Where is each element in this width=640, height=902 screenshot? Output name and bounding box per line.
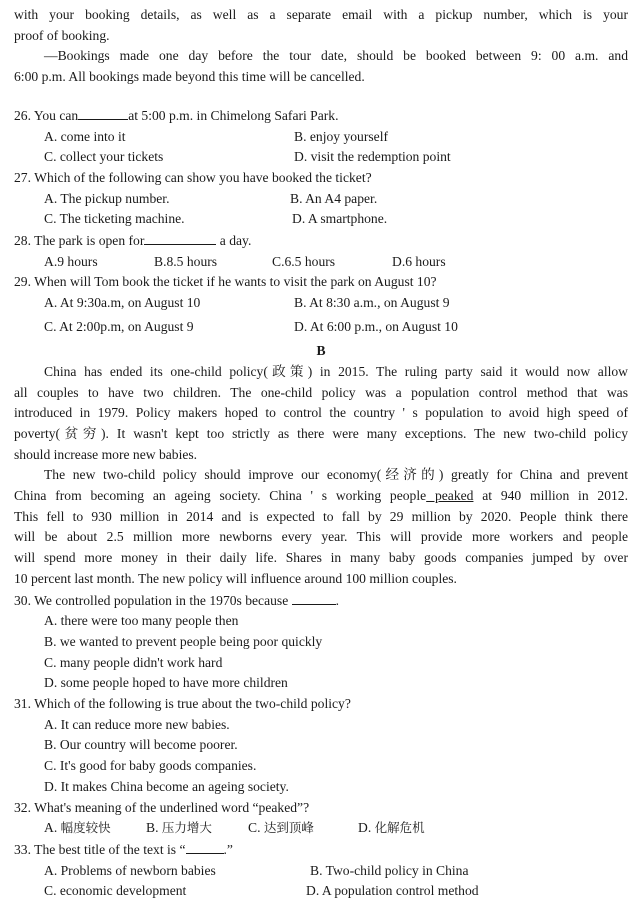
option-text: 达到顶峰 [263,820,314,836]
q28-stem-pre: 28. The park is open for [14,233,145,249]
question-26-options-row-1 [14,127,628,148]
passage-b-p2-line-6: 10 percent last month. The new policy will influence around 100 million couples. [14,570,457,586]
q26-stem-post: at 5:00 p.m. in Chimelong Safari Park. [128,107,339,123]
option-c: C. At 2:00p.m, on August 9 [44,319,194,335]
option-c: C. It's good for baby goods companies. [44,758,257,774]
q26-stem-pre: 26. You can [14,107,79,123]
underlined-word-peaked: peaked [426,488,474,504]
question-26-stem [14,105,628,127]
option-letter: A. [44,820,58,836]
option-a: A. It can reduce more new babies. [44,716,230,732]
passage-b-p2-line-3: This fell to 930 million in 2014 and is expected to fall by 29 million by 2020. People think there [14,508,628,524]
option-c: C. collect your tickets [44,149,164,165]
option-c: C. economic development [44,883,187,899]
passage-b-p1-line-5: should increase more new babies. [14,446,198,462]
option-b: B. At 8:30 a.m., on August 9 [294,295,450,311]
option-b: B. enjoy yourself [294,128,389,144]
option-a: A. Problems of newborn babies [44,862,216,878]
passage-b-p2-line-5: will spend more money in their daily life. Shares in many baby goods companies jumped by over [14,550,628,566]
question-32-options [14,818,628,839]
answer-blank [292,590,336,605]
option-b: B. Two-child policy in China [310,862,469,878]
intro-line-2: proof of booking. [14,27,110,43]
option-letter: D. [358,820,372,836]
passage-b-p1-line-3: introduced in 1979. Policy makers hoped to control the country ' s population to avoid high speed of [14,405,628,421]
option-d: D. At 6:00 p.m., on August 10 [294,319,458,335]
option-a: A. there were too many people then [44,613,239,629]
section-b-title: B [316,343,326,359]
option-b [146,818,248,839]
question-29-options-row-2 [14,317,628,341]
option-b: B. Our country will become poorer. [44,737,238,753]
spacer [14,88,628,105]
question-29-options-row-1 [14,293,628,317]
option-d: D. A smartphone. [292,211,388,227]
intro-line-3: —Bookings made one day before the tour date, should be booked between 9: 00 a.m. and [44,48,628,64]
intro-line-4: 6:00 p.m. All bookings made beyond this time will be cancelled. [14,69,365,85]
question-33-options-row-1 [14,861,628,882]
question-28-stem [14,230,628,252]
answer-blank [186,839,224,854]
passage-b-p1-line-1: China has ended its one-child policy(政策) in 2015. The ruling party said it would now allow [44,363,628,379]
q28-stem-post: a day. [216,233,252,249]
question-27-options-row-2 [14,209,628,230]
option-b: B. we wanted to prevent people being poor quickly [44,633,323,649]
answer-blank [78,105,128,120]
option-c: C. many people didn't work hard [44,654,223,670]
option-d: D. some people hoped to have more children [44,675,288,691]
option-d: D.6 hours [392,253,446,269]
option-a [44,818,146,839]
p2-line-2-pre: China from becoming an ageing society. China ' s working people [14,488,427,504]
option-d: D. visit the redemption point [294,149,451,165]
question-30-stem [14,590,628,612]
p2-line-2-post: at 940 million in 2012. [473,488,628,504]
question-33-stem [14,839,628,861]
question-28-options [14,252,628,273]
q33-stem-post: .” [223,842,233,857]
option-letter: C. [248,820,261,836]
q33-stem-pre: 33. The best title of the text is “ [14,842,186,857]
option-d [358,818,425,839]
option-a: A. come into it [44,128,126,144]
option-c: C.6.5 hours [272,253,336,269]
option-a: A.9 hours [44,253,98,269]
q30-stem-post: . [335,592,340,608]
option-text: 压力增大 [161,820,212,836]
question-31-stem: 31. Which of the following is true about the two-child policy? [14,696,351,712]
passage-b-p2-line-4: will be about 2.5 million more newborns every year. This will provide more workers and people [14,529,628,545]
question-29-stem: 29. When will Tom book the ticket if he wants to visit the park on August 10? [14,274,437,290]
option-a: A. The pickup number. [44,190,170,206]
question-26-options-row-2 [14,147,628,168]
option-b: B.8.5 hours [154,253,218,269]
option-c [248,818,358,839]
option-letter: B. [146,820,159,836]
option-text: 幅度较快 [60,820,111,836]
option-c: C. The ticketing machine. [44,211,185,227]
passage-b-p1-line-4: poverty(贫穷). It wasn't kept too strictly as there were many exceptions. The new two-child policy [14,425,628,441]
answer-blank [144,230,216,245]
passage-b-p2-line-2 [14,486,628,507]
option-text: 化解危机 [374,820,425,836]
question-32-stem: 32. What's meaning of the underlined word “peaked”? [14,799,310,815]
passage-b-p1-line-2: all couples to have two children. The one-child policy was a population control method that was [14,384,628,400]
option-d: D. A population control method [306,883,479,899]
question-27-options-row-1 [14,189,628,210]
q30-stem-pre: 30. We controlled population in the 1970s because [14,592,289,608]
option-a: A. At 9:30a.m, on August 10 [44,295,201,311]
option-b: B. An A4 paper. [290,190,378,206]
question-33-options-row-2 [14,881,628,902]
option-d: D. It makes China become an ageing society. [44,778,289,794]
intro-line-1: with your booking details, as well as a separate email with a pickup number, which is your [14,7,628,22]
question-27-stem: 27. Which of the following can show you have booked the ticket? [14,169,372,185]
passage-b-p2-line-1: The new two-child policy should improve our economy(经济的) greatly for China and prevent [44,467,628,483]
